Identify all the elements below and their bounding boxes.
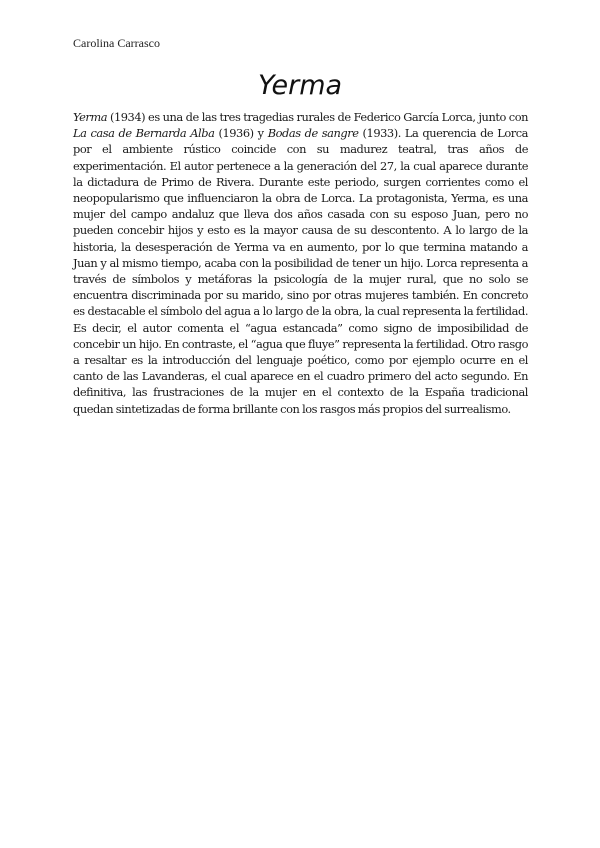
paragraph-text-2: (1936) y xyxy=(214,126,268,141)
paragraph-text-1: (1934) es una de las tres tragedias rurales de Federico García Lorca, junto con xyxy=(107,110,528,124)
body-paragraph xyxy=(73,109,528,417)
document-title: Yerma xyxy=(257,70,343,101)
work-title-la-casa-de-bernarda-alba: La casa de Bernarda Alba xyxy=(73,126,215,141)
paragraph-text-3: (1933). La querencia de Lorca por el ambiente rústico coincide con su madurez teatral, tras años de experimentación. El autor pertenece a la generación del 27, la cual aparece durante la dictadura de Primo de Rivera. Durante este periodo, surgen corrientes como el neopopularismo que influenciaron la obra de Lorca. La protagonista, Yerma, es una mujer del campo andaluz que lleva dos años casada con su esposo Juan, pero no pueden concebir hijos y esto es la mayor causa de su descontento. A lo largo de la historia, la desesperación de Yerma va en aumento, por lo que termina matando a Juan y al mismo tiempo, acaba con la posibilidad de tener un hijo. Lorca representa a través de símbolos y metáforas la psicología de la mujer rural, que no solo se encuentra discriminada por su marido, sino por otras mujeres también. En concreto es destacable el símbolo del agua a lo largo de la obra, la cual representa la fertilidad. Es decir, el autor comenta el “agua estancada” como signo de imposibilidad de concebir un hijo. En contraste, el “agua que fluye” representa la fertilidad. Otro rasgo a resaltar es la introducción del lenguaje poético, como por ejemplo ocurre en el canto de las Lavanderas, el cual aparece en el cuadro primero del acto segundo. En definitiva, las frustraciones de la mujer en el contexto de la España tradicional quedan sintetizadas de forma brillante con los rasgos más propios del surrealismo. xyxy=(73,126,529,416)
work-title-yerma: Yerma xyxy=(73,110,108,124)
author-name: Carolina Carrasco xyxy=(73,36,160,50)
work-title-bodas-de-sangre: Bodas de sangre xyxy=(267,126,359,141)
